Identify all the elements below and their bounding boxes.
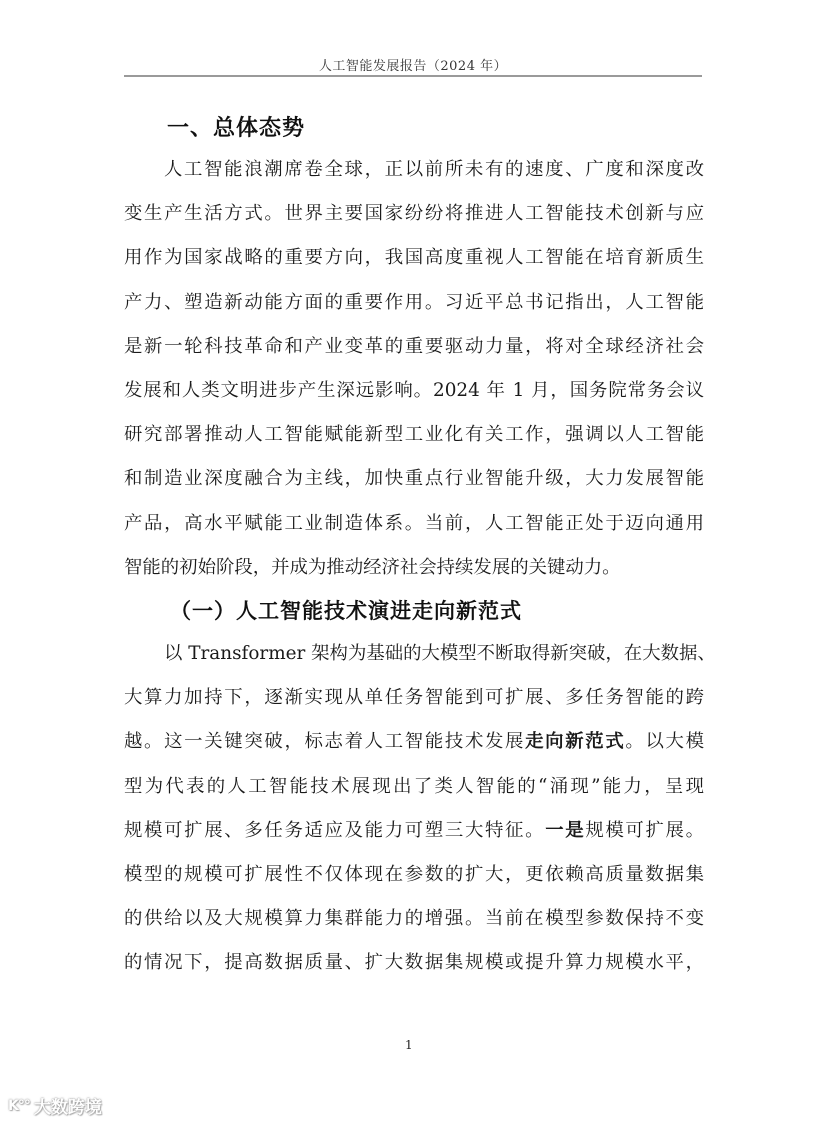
watermark bbox=[8, 1093, 102, 1118]
section-heading: 一、总体态势 bbox=[167, 116, 306, 141]
paragraph-line: 的情况下，提高数据质量、扩大数据集规模或提升算力规模水平， bbox=[124, 952, 704, 974]
paragraph-line bbox=[124, 720, 704, 764]
text-run: 规模可扩展。 bbox=[585, 819, 704, 841]
paragraph-line bbox=[124, 809, 704, 853]
paragraph-line: 变生产生活方式。世界主要国家纷纷将推进人工智能技术创新与应 bbox=[124, 203, 704, 225]
text-run: 。以大模 bbox=[625, 731, 704, 753]
watermark-logo-icon: K°° bbox=[8, 1097, 30, 1114]
paragraph-line: 型为代表的人工智能技术展现出了类人智能的“涌现”能力，呈现 bbox=[124, 775, 704, 797]
paragraph-line: 用作为国家战略的重要方向，我国高度重视人工智能在培育新质生 bbox=[124, 247, 704, 269]
paragraph-line: 产力、塑造新动能方面的重要作用。习近平总书记指出，人工智能 bbox=[124, 291, 704, 313]
paragraph-line: 产品，高水平赋能工业制造体系。当前，人工智能正处于迈向通用 bbox=[124, 512, 704, 534]
text-run: 规模可扩展、多任务适应及能力可塑三大特征。 bbox=[124, 819, 546, 841]
paragraph-line: 研究部署推动人工智能赋能新型工业化有关工作，强调以人工智能 bbox=[124, 424, 704, 446]
emphasis-new-paradigm: 走向新范式 bbox=[525, 731, 626, 753]
paragraph-overview bbox=[124, 148, 704, 590]
watermark-text: 大数跨境 bbox=[33, 1098, 102, 1118]
paragraph-line: 以 Transformer 架构为基础的大模型不断取得新突破，在大数据、 bbox=[164, 643, 716, 664]
text-run: 越。这一关键突破，标志着人工智能技术发展 bbox=[124, 731, 526, 753]
emphasis-first-point: 一是 bbox=[545, 819, 586, 841]
paragraph-tech-evolution bbox=[124, 632, 716, 986]
paragraph-line: 智能的初始阶段，并成为推动经济社会持续发展的关键动力。 bbox=[124, 556, 621, 578]
paragraph-line: 的供给以及大规模算力集群能力的增强。当前在模型参数保持不变 bbox=[124, 908, 704, 930]
running-header: 人工智能发展报告（2024 年） bbox=[318, 59, 508, 74]
paragraph-line: 和制造业深度融合为主线，加快重点行业智能升级，大力发展智能 bbox=[124, 468, 704, 490]
header-divider bbox=[124, 75, 702, 77]
paragraph-line: 发展和人类文明进步产生深远影响。2024 年 1 月，国务院常务会议 bbox=[124, 379, 704, 401]
paragraph-line: 是新一轮科技革命和产业变革的重要驱动力量，将对全球经济社会 bbox=[124, 335, 704, 357]
page-number: 1 bbox=[405, 1038, 413, 1052]
subsection-heading: （一）人工智能技术演进走向新范式 bbox=[170, 599, 522, 623]
paragraph-line: 大算力加持下，逐渐实现从单任务智能到可扩展、多任务智能的跨 bbox=[124, 687, 704, 709]
paragraph-line: 模型的规模可扩展性不仅体现在参数的扩大，更依赖高质量数据集 bbox=[124, 863, 704, 885]
paragraph-line: 人工智能浪潮席卷全球，正以前所未有的速度、广度和深度改 bbox=[164, 159, 704, 180]
